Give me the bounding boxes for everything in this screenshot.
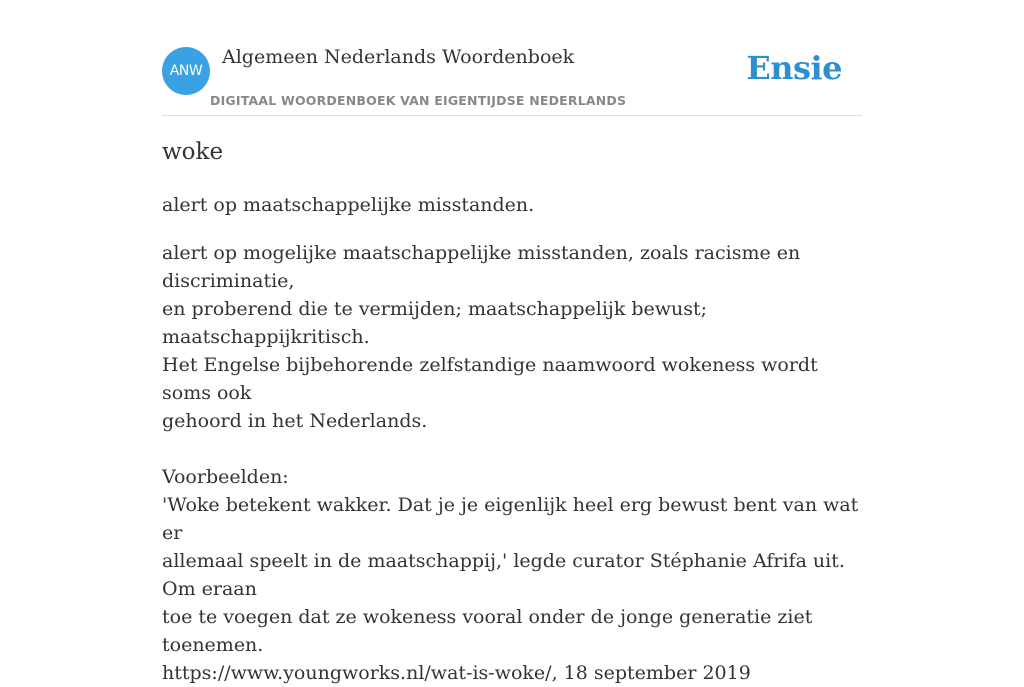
definition-line: gehoord in het Nederlands. <box>162 410 428 432</box>
definition-line: Het Engelse bijbehorende zelfstandige naamwoord wokeness wordt soms ook <box>162 354 818 404</box>
logo-text: ANW <box>169 63 203 79</box>
site-header <box>162 0 862 116</box>
paragraph-spacer <box>162 435 862 463</box>
example-line: 'Woke betekent wakker. Dat je je eigenlijk heel erg bewust bent van wat er <box>162 494 859 544</box>
definition-line: en proberend die te vermijden; maatschappelijk bewust; maatschappijkritisch. <box>162 298 708 348</box>
definition-line: alert op mogelijke maatschappelijke misstanden, zoals racisme en discriminatie, <box>162 242 801 292</box>
short-definition: alert op maatschappelijke misstanden. <box>162 194 535 216</box>
anw-logo[interactable] <box>162 47 210 95</box>
site-title[interactable]: Algemeen Nederlands Woordenboek <box>222 46 575 68</box>
example-line: toe te voegen dat ze wokeness vooral onder de jonge generatie ziet toenemen. <box>162 606 813 656</box>
example-source: https://www.youngworks.nl/wat-is-woke/, 18 september 2019 <box>162 662 751 684</box>
entry-word: woke <box>162 139 224 165</box>
site-subtitle: DIGITAAL WOORDENBOEK VAN EIGENTIJDSE NEDERLANDS <box>210 93 627 108</box>
ensie-brand-logo[interactable]: Ensie <box>746 49 842 87</box>
page-container <box>162 0 862 684</box>
example-line: allemaal speelt in de maatschappij,' legde curator Stéphanie Afrifa uit. Om eraan <box>162 550 845 600</box>
definition-body <box>162 239 862 687</box>
examples-heading: Voorbeelden: <box>162 466 289 488</box>
